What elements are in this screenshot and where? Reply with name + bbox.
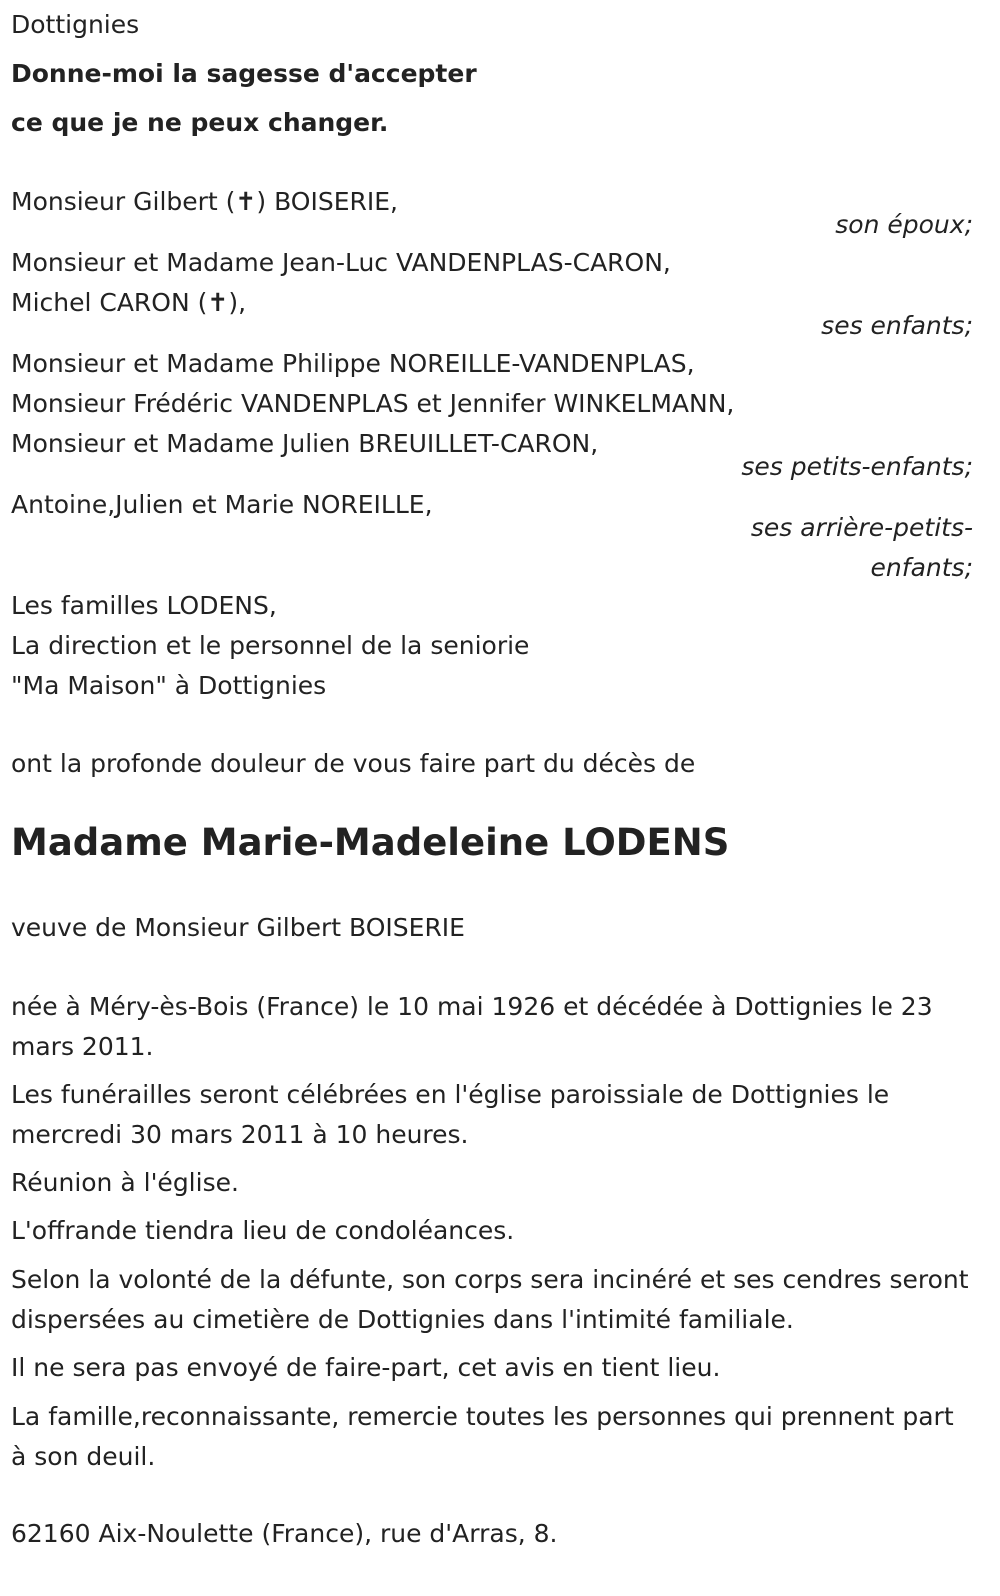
family-member: La direction et le personnel de la seniorie xyxy=(11,631,530,660)
location-heading: Dottignies xyxy=(11,10,140,39)
family-group-grandchildren xyxy=(11,344,973,464)
family-member: Les familles LODENS, xyxy=(11,591,277,620)
relation-label-line: ses arrière-petits- xyxy=(750,513,973,542)
relation-label-children: ses enfants; xyxy=(821,311,973,340)
cremation-text: Selon la volonté de la défunte, son corps sera incinéré et ses cendres seront dispersées au cimetière de Dottignies dans l'intimité familiale. xyxy=(11,1265,969,1334)
announcement-text: ont la profonde douleur de vous faire part du décès de xyxy=(11,749,696,778)
family-member: Antoine,Julien et Marie NOREILLE, xyxy=(11,490,433,519)
family-member: Monsieur et Madame Philippe NOREILLE-VANDENPLAS, xyxy=(11,349,695,378)
meeting-text: Réunion à l'église. xyxy=(11,1168,239,1197)
family-member: "Ma Maison" à Dottignies xyxy=(11,671,327,700)
family-member: Monsieur et Madame Julien BREUILLET-CARON, xyxy=(11,429,599,458)
thanks-text: La famille,reconnaissante, remercie toutes les personnes qui prennent part à son deuil. xyxy=(11,1402,954,1471)
family-member: Monsieur Frédéric VANDENPLAS et Jennifer WINKELMANN, xyxy=(11,389,735,418)
family-group-spouse xyxy=(11,182,973,222)
family-member: Monsieur Gilbert (✝) BOISERIE, xyxy=(11,187,398,216)
address-text: 62160 Aix-Noulette (France), rue d'Arras, 8. xyxy=(11,1519,558,1548)
quote-line-1: Donne-moi la sagesse d'accepter xyxy=(11,59,477,88)
funeral-text: Les funérailles seront célébrées en l'église paroissiale de Dottignies le mercredi 30 mars 2011 à 10 heures. xyxy=(11,1080,890,1149)
family-member: Michel CARON (✝), xyxy=(11,288,247,317)
offering-text: L'offrande tiendra lieu de condoléances. xyxy=(11,1216,515,1245)
widow-of-text: veuve de Monsieur Gilbert BOISERIE xyxy=(11,913,465,942)
relation-label-great-grandchildren xyxy=(713,508,973,588)
no-cards-text: Il ne sera pas envoyé de faire-part, cet avis en tient lieu. xyxy=(11,1353,721,1382)
family-member: Monsieur et Madame Jean-Luc VANDENPLAS-CARON, xyxy=(11,248,671,277)
family-group-others xyxy=(11,586,973,706)
relation-label-spouse: son époux; xyxy=(835,210,973,239)
relation-label-line: enfants; xyxy=(870,553,973,582)
birth-death-text: née à Méry-ès-Bois (France) le 10 mai 1926 et décédée à Dottignies le 23 mars 2011. xyxy=(11,992,933,1061)
relation-label-grandchildren: ses petits-enfants; xyxy=(741,452,973,481)
quote-line-2: ce que je ne peux changer. xyxy=(11,108,389,137)
deceased-name: Madame Marie-Madeleine LODENS xyxy=(11,821,730,864)
